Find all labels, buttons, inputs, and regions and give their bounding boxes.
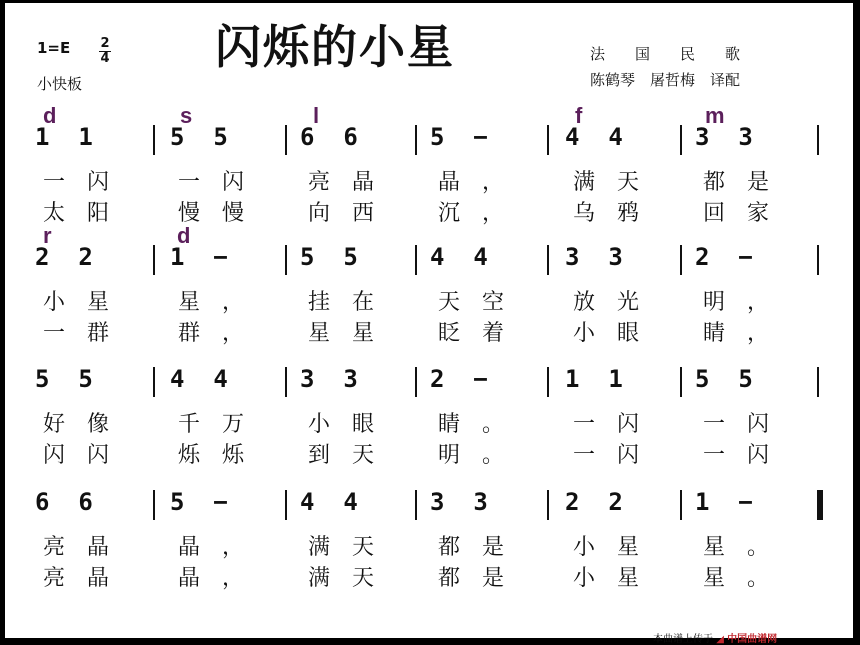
barline xyxy=(415,125,417,155)
measure-notes: 1 − xyxy=(170,243,228,271)
barline xyxy=(153,245,155,275)
measure-notes: 2 2 xyxy=(565,488,623,516)
lyric-syllables: 都 是 xyxy=(438,535,505,560)
lyric-syllables: 晶 ， xyxy=(178,566,245,591)
lyric-syllables: 千 万 xyxy=(178,412,245,437)
lyric-syllables: 一 闪 xyxy=(178,170,245,195)
score-sheet xyxy=(5,3,853,645)
lyric-syllables: 一 闪 xyxy=(703,412,770,437)
lyric-syllables: 晶 ， xyxy=(178,535,245,560)
lyric-syllables: 一 闪 xyxy=(43,170,110,195)
lyric-syllables: 一 闪 xyxy=(573,443,640,468)
song-title: 闪烁的小星 xyxy=(215,20,455,74)
lyric-syllables: 满 天 xyxy=(573,170,640,195)
barline xyxy=(547,245,549,275)
lyric-syllables: 明 。 xyxy=(438,443,505,468)
lyric-syllables: 天 空 xyxy=(438,290,505,315)
logo-icon: ◢ xyxy=(716,634,724,645)
lyric-syllables: 亮 晶 xyxy=(43,566,110,591)
lyric-syllables: 睛 ， xyxy=(703,321,770,346)
measure-notes: 4 4 xyxy=(300,488,358,516)
solfege-marker: f xyxy=(575,103,583,128)
barline xyxy=(680,490,682,520)
measure-notes: 5 5 xyxy=(35,365,93,393)
final-barline xyxy=(817,490,823,520)
lyric-syllables: 星 。 xyxy=(703,535,770,560)
lyric-syllables: 星 ， xyxy=(178,290,245,315)
lyric-syllables: 小 眼 xyxy=(308,412,375,437)
barline xyxy=(153,490,155,520)
barline xyxy=(285,245,287,275)
measure-notes: 1 1 xyxy=(35,123,93,151)
lyric-syllables: 放 光 xyxy=(573,290,640,315)
measure-notes: 6 6 xyxy=(35,488,93,516)
measure-notes: 2 − xyxy=(695,243,753,271)
barline xyxy=(415,490,417,520)
lyric-syllables: 一 闪 xyxy=(573,412,640,437)
lyric-syllables: 眨 着 xyxy=(438,321,505,346)
measure-notes: 4 4 xyxy=(565,123,623,151)
lyric-syllables: 小 眼 xyxy=(573,321,640,346)
lyric-syllables: 晶 ， xyxy=(438,170,505,195)
footer-logo: 中国曲谱网 xyxy=(727,634,778,645)
lyric-syllables: 慢 慢 xyxy=(178,201,245,226)
barline xyxy=(817,245,819,275)
barline xyxy=(285,367,287,397)
lyric-syllables: 小 星 xyxy=(43,290,110,315)
barline xyxy=(680,125,682,155)
time-signature-top: 2 xyxy=(100,36,110,51)
credit-origin: 法 国 民 歌 xyxy=(590,45,741,63)
lyric-syllables: 星 。 xyxy=(703,566,770,591)
measure-notes: 3 3 xyxy=(300,365,358,393)
measure-notes: 3 3 xyxy=(695,123,753,151)
barline xyxy=(415,367,417,397)
time-signature xyxy=(97,37,113,66)
lyric-syllables: 一 群 xyxy=(43,321,110,346)
measure-notes: 6 6 xyxy=(300,123,358,151)
lyric-syllables: 小 星 xyxy=(573,535,640,560)
solfege-marker: s xyxy=(180,103,193,128)
lyric-syllables: 烁 烁 xyxy=(178,443,245,468)
barline xyxy=(680,245,682,275)
lyric-syllables: 亮 晶 xyxy=(43,535,110,560)
measure-notes: 2 2 xyxy=(35,243,93,271)
lyric-syllables: 满 天 xyxy=(308,566,375,591)
solfege-marker: l xyxy=(313,103,320,128)
barline xyxy=(680,367,682,397)
lyric-syllables: 乌 鸦 xyxy=(573,201,640,226)
lyric-syllables: 太 阳 xyxy=(43,201,110,226)
lyric-syllables: 睛 。 xyxy=(438,412,505,437)
barline xyxy=(153,367,155,397)
measure-notes: 2 − xyxy=(430,365,488,393)
barline xyxy=(547,490,549,520)
solfege-marker: d xyxy=(177,223,191,248)
measure-notes: 5 − xyxy=(430,123,488,151)
key-signature: 1=E xyxy=(37,39,71,57)
footer-text: 本曲谱上传于 xyxy=(653,634,713,645)
lyric-syllables: 满 天 xyxy=(308,535,375,560)
measure-notes: 5 5 xyxy=(170,123,228,151)
lyric-syllables: 亮 晶 xyxy=(308,170,375,195)
lyric-syllables: 一 闪 xyxy=(703,443,770,468)
lyric-syllables: 群 ， xyxy=(178,321,245,346)
time-signature-bottom: 4 xyxy=(100,51,110,66)
barline xyxy=(285,490,287,520)
barline xyxy=(817,367,819,397)
measure-notes: 5 − xyxy=(170,488,228,516)
footer xyxy=(653,630,777,645)
lyric-syllables: 回 家 xyxy=(703,201,770,226)
credit-arrangers: 陈鹤琴 屠哲梅 译配 xyxy=(590,71,741,89)
measure-notes: 5 5 xyxy=(300,243,358,271)
measure-notes: 4 4 xyxy=(170,365,228,393)
lyric-syllables: 好 像 xyxy=(43,412,110,437)
lyric-syllables: 挂 在 xyxy=(308,290,375,315)
barline xyxy=(547,367,549,397)
lyric-syllables: 星 星 xyxy=(308,321,375,346)
measure-notes: 3 3 xyxy=(430,488,488,516)
tempo-marking: 小快板 xyxy=(37,75,83,93)
measure-notes: 1 1 xyxy=(565,365,623,393)
lyric-syllables: 沉 ， xyxy=(438,201,505,226)
lyric-syllables: 向 西 xyxy=(308,201,375,226)
barline xyxy=(285,125,287,155)
barline xyxy=(415,245,417,275)
barline xyxy=(817,125,819,155)
measure-notes: 4 4 xyxy=(430,243,488,271)
lyric-syllables: 闪 闪 xyxy=(43,443,110,468)
barline xyxy=(153,125,155,155)
measure-notes: 1 − xyxy=(695,488,753,516)
solfege-marker: r xyxy=(43,223,52,248)
solfege-marker: d xyxy=(43,103,57,128)
lyric-syllables: 小 星 xyxy=(573,566,640,591)
lyric-syllables: 都 是 xyxy=(438,566,505,591)
lyric-syllables: 到 天 xyxy=(308,443,375,468)
lyric-syllables: 都 是 xyxy=(703,170,770,195)
barline xyxy=(547,125,549,155)
measure-notes: 5 5 xyxy=(695,365,753,393)
solfege-marker: m xyxy=(705,103,725,128)
lyric-syllables: 明 ， xyxy=(703,290,770,315)
measure-notes: 3 3 xyxy=(565,243,623,271)
